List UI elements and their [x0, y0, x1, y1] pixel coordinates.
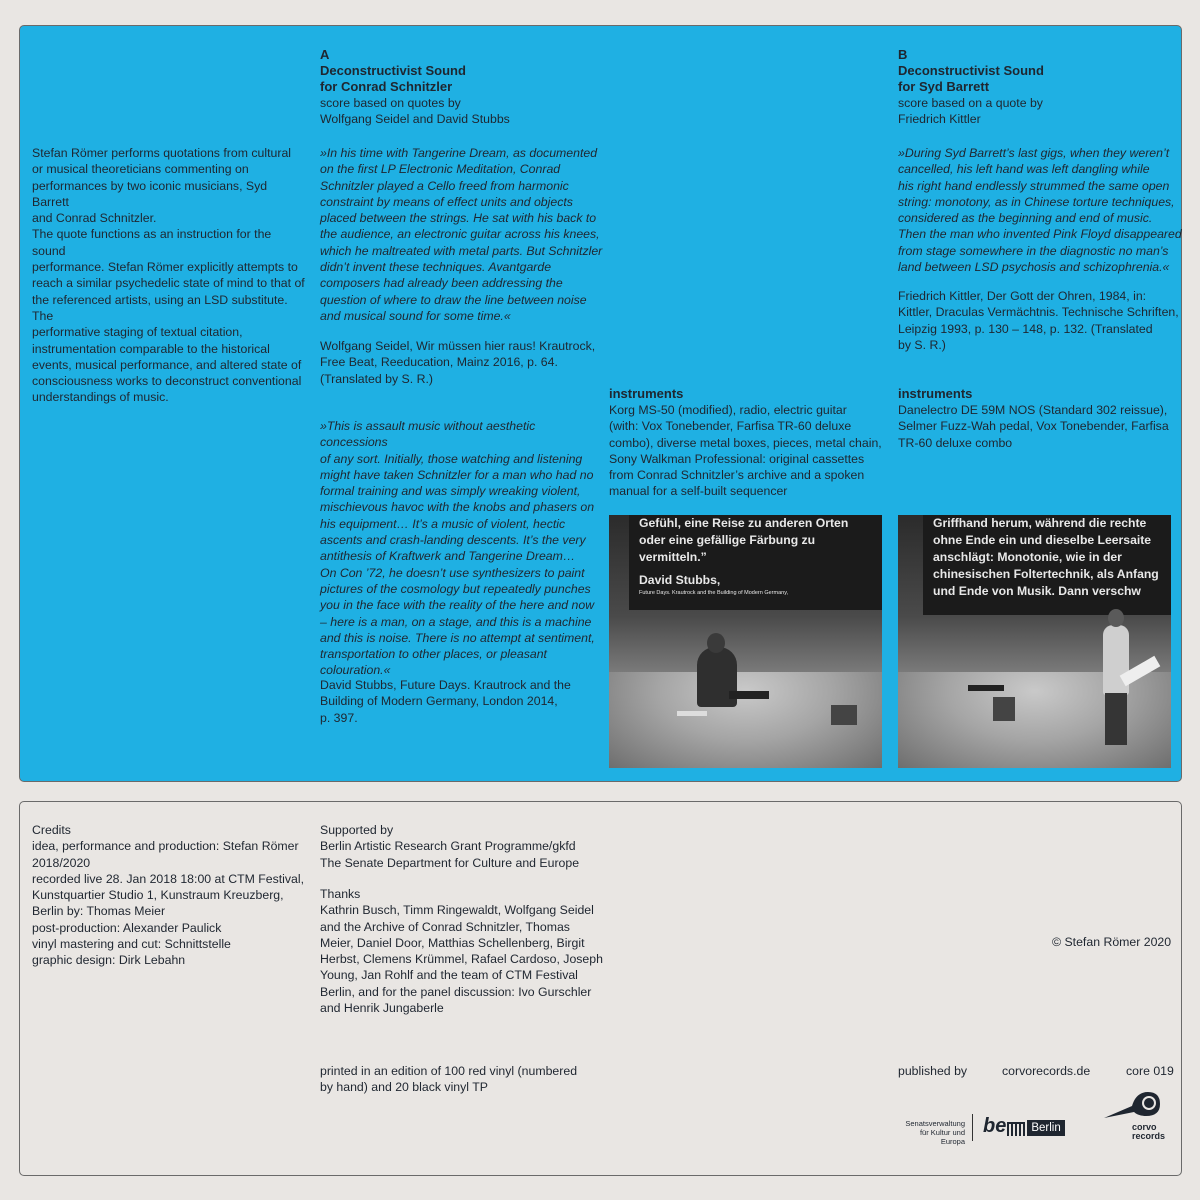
- berlin-logo-text: Berlin: [1027, 1120, 1064, 1136]
- edition-note: printed in an edition of 100 red vinyl (numbered by hand) and 20 black vinyl TP: [320, 1064, 578, 1095]
- corvo-records-logo: [1102, 1088, 1172, 1144]
- corvo-logo-text: corvo records: [1132, 1122, 1166, 1141]
- performer-head: [707, 633, 725, 653]
- supported-by: Supported by Berlin Artistic Research Grant Programme/gkfd The Senate Department for Culture and Europe: [320, 823, 580, 870]
- logo-divider: [972, 1114, 973, 1141]
- equipment-stand: [968, 685, 1004, 691]
- side-b-instruments-heading: instruments: [898, 386, 973, 401]
- side-a-quote-stubbs: »This is assault music without aesthetic concessions of any sort. Initially, those watching and listening might have taken Schnitzler for a man who had no formal training and was simply wreaking violent, mischievous havoc with the knobs and phasers on his equipment… It’s a music of violent, hectic ascents and crash-landing descents. It’s the very antithesis of Kraftwerk and Tangerine Dream… On Con ’72, he doesn’t use synthesizers to paint pictures of the cosmology but repeatedly punches you in the face with the reality of the here and now – here is a man, on a stage, and this is a machine and this is noise. There is no attempt at sentiment, transportation to other places, or pleasant colouration.«: [320, 419, 595, 678]
- stage-floor-b: [898, 672, 1171, 768]
- corvo-bird-icon: [1102, 1088, 1164, 1122]
- side-a-instruments: Korg MS-50 (modified), radio, electric guitar (with: Vox Tonebender, Farfisa TR-60 deluxe combo), diverse metal boxes, pieces, metal chain, Sony Walkman Professional: original cassettes from Conrad Schnitzler’s archive and a spoken manual for a self-built sequencer: [609, 403, 882, 499]
- stool: [677, 711, 707, 716]
- projection-screen: [629, 515, 882, 610]
- performance-photo-barrett: [898, 515, 1171, 768]
- side-a-subtitle: score based on quotes by Wolfgang Seidel and David Stubbs: [320, 96, 510, 127]
- intro-text: Stefan Römer performs quotations from cultural or musical theoreticians commenting on performances by two iconic musicians, Syd Barrett and Conrad Schnitzler. The quote functions as an instruction for the sound performance. Stefan Römer explicitly attempts to reach a similar psychedelic state of mind to that of the referenced artists, using an LSD substitute. The performative staging of textual citation, instrumentation comparable to the historical events, musical performance, and altered state of consciousness works to deconstruct conventional understandings of music.: [32, 146, 305, 405]
- projection-quote: Gefühl, eine Reise zu anderen Orten oder eine gefällige Färbung zu vermitteln.”: [639, 516, 849, 564]
- side-b-source-kittler: Friedrich Kittler, Der Gott der Ohren, 1984, in: Kittler, Draculas Vermächtnis. Technische Schriften, Leipzig 1993, p. 130 – 148, p. 132. (Translated by S. R.): [898, 289, 1179, 352]
- amp-b: [993, 697, 1015, 721]
- projection-screen-b: [923, 515, 1171, 615]
- copyright: © Stefan Römer 2020: [1052, 935, 1172, 949]
- be-berlin-logo: [983, 1113, 1065, 1139]
- performer-legs: [1105, 693, 1127, 745]
- side-a-title: Deconstructivist Sound for Conrad Schnitzler: [320, 63, 466, 94]
- side-b-title: Deconstructivist Sound for Syd Barrett: [898, 63, 1044, 94]
- credits: Credits idea, performance and production: Stefan Römer 2018/2020 recorded live 28. Jan 2018 18:00 at CTM Festival, Kunstquartier Studio 1, Kunstraum Kreuzberg, Berlin by: Thomas Meier post-production: Alexander Paulick vinyl mastering and cut: Schnittstelle graphic design: Dirk Lebahn: [32, 823, 305, 968]
- performer-head-b: [1108, 609, 1124, 627]
- senate-logo-text: Senatsverwaltung für Kultur und Europa: [905, 1119, 965, 1146]
- side-a-source-seidel: Wolfgang Seidel, Wir müssen hier raus! Krautrock, Free Beat, Reeducation, Mainz 2016, p. 64. (Translated by S. R.): [320, 339, 596, 386]
- equipment-table: [729, 691, 769, 699]
- side-b-letter: B: [898, 47, 908, 62]
- amp-box: [831, 705, 857, 725]
- side-b-subtitle: score based on a quote by Friedrich Kittler: [898, 96, 1043, 127]
- side-b-instruments: Danelectro DE 59M NOS (Standard 302 reissue), Selmer Fuzz-Wah pedal, Vox Tonebender, Farfisa TR-60 deluxe combo: [898, 403, 1169, 450]
- performance-photo-schnitzler: [609, 515, 882, 768]
- catalog-number: core 019: [1126, 1064, 1174, 1078]
- side-b-quote-kittler: »During Syd Barrett’s last gigs, when they weren’t cancelled, his left hand was left dangling while his right hand endlessly strummed the same open string: monotony, as in Chinese torture techniques, considered as the beginning and end of music. Then the man who invented Pink Floyd disappeared from stage somewhere in the diagnostic no man’s land between LSD psychosis and schizophrenia.«: [898, 146, 1182, 275]
- published-by-label: published by: [898, 1064, 968, 1078]
- be-logo-text: be: [983, 1114, 1007, 1137]
- projection-quote-b: Griffhand herum, während die rechte ohne Ende ein und dieselbe Leersaite anschlägt: Monotonie, wie in der chinesischen Foltertechnik, als Anfang und Ende von Musik. Dann verschw: [933, 516, 1159, 598]
- projection-source: Future Days. Krautrock and the Building of Modern Germany,: [639, 590, 789, 596]
- projection-author: David Stubbs,: [639, 573, 721, 587]
- side-a-instruments-heading: instruments: [609, 386, 684, 401]
- side-a-quote-seidel: »In his time with Tangerine Dream, as documented on the first LP Electronic Meditation, Conrad Schnitzler played a Cello freed from harmonic constraint by means of effect units and objects placed between the strings. He sat with his back to the audience, an electronic guitar across his knees, which he maltreated with metal parts. But Schnitzler didn’t invent these techniques. Avantgarde composers had already been addressing the question of where to draw the line between noise and musical sound for some time.«: [320, 146, 603, 323]
- side-a-letter: A: [320, 47, 330, 62]
- side-a-source-stubbs: David Stubbs, Future Days. Krautrock and the Building of Modern Germany, London 2014, p. 397.: [320, 678, 571, 725]
- thanks: Thanks Kathrin Busch, Timm Ringewaldt, Wolfgang Seidel and the Archive of Conrad Schnitzler, Thomas Meier, Daniel Door, Matthias Schellenberg, Birgit Herbst, Clemens Krümmel, Rafael Cardoso, Joseph Young, Jan Rohlf and the team of CTM Festival Berlin, and for the panel discussion: Ivo Gurschler and Henrik Jungaberle: [320, 887, 603, 1016]
- brandenburg-gate-icon: [1007, 1122, 1025, 1136]
- website-link[interactable]: corvorecords.de: [1002, 1064, 1091, 1078]
